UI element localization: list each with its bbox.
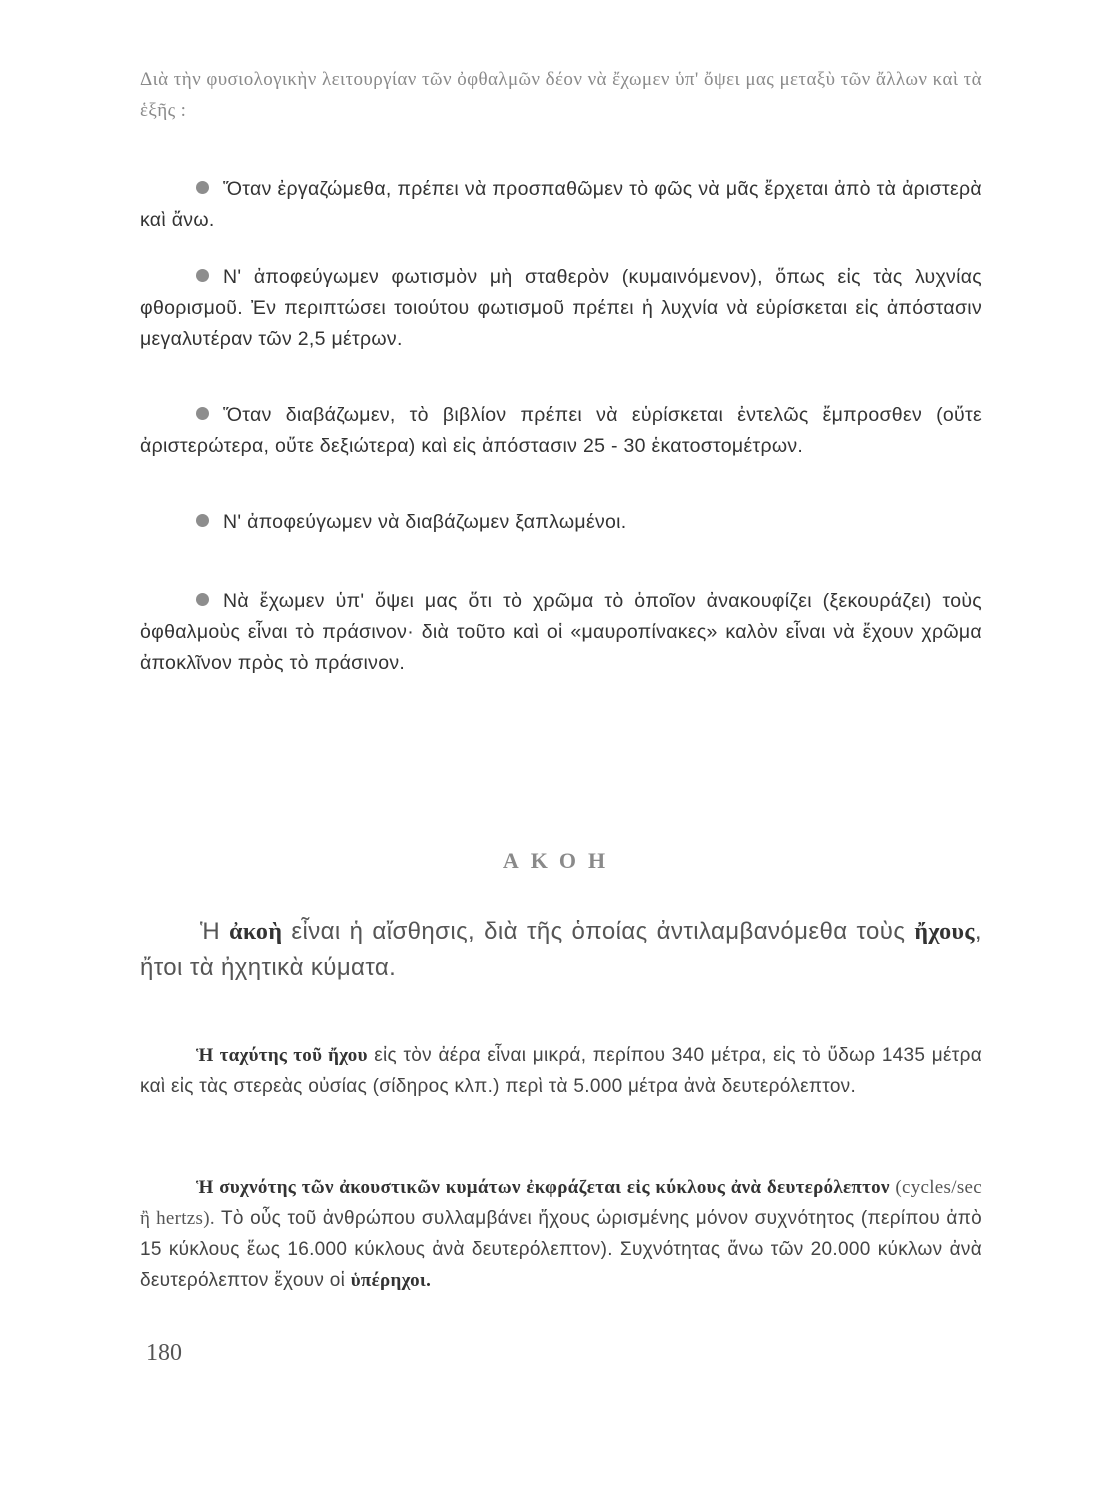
lead-text: , ἤτοι τὰ ἠχητικὰ κύματα. (140, 918, 982, 981)
bullet-item (140, 507, 982, 538)
bullet-dot-icon (196, 407, 209, 420)
speed-term: Ἡ ταχύτης τοῦ ἤχου (196, 1045, 368, 1066)
bullet-dot-icon (196, 593, 209, 606)
bullet-dot-icon (196, 181, 209, 194)
bullet-item (140, 400, 982, 462)
bullet-item (140, 174, 982, 236)
speed-paragraph (140, 1040, 982, 1102)
bullet-dot-icon (196, 514, 209, 527)
section-heading: ΑΚΟΗ (502, 848, 618, 873)
bullet-dot-icon (196, 269, 209, 282)
page-number: 180 (146, 1340, 182, 1366)
lead-term-sounds: ἤχους (914, 919, 975, 945)
bullet-item (140, 262, 982, 355)
bullet-text: Ν' ἀποφεύγωμεν φωτισμὸν μὴ σταθερὸν (κυμαινόμενον), ὅπως εἰς τὰς λυχνίας φθορισμοῦ. Ἐν περιπτώσει τοιούτου φωτισμοῦ πρέπει ἡ λυχνία νὰ εὑρίσκεται εἰς ἀπόστασιν μεγαλυτέραν τῶν 2,5 μέτρων. (140, 266, 982, 350)
bullet-text: Νὰ ἔχωμεν ὑπ' ὄψει μας ὅτι τὸ χρῶμα τὸ ὁποῖον ἀνακουφίζει (ξεκουράζει) τοὺς ὀφθαλμοὺς εἶναι τὸ πράσινον· διὰ τοῦτο καὶ οἱ «μαυροπίνακες» καλὸν εἶναι νὰ ἔχουν χρῶμα ἀποκλῖνον πρὸς τὸ πράσινον. (140, 590, 982, 674)
lead-paragraph (140, 914, 982, 986)
frequency-units: (cycles/sec ἢ hertzs). (140, 1177, 982, 1229)
bullet-text: Ὅταν ἐργαζώμεθα, πρέπει νὰ προσπαθῶμεν τὸ φῶς νὰ μᾶς ἔρχεται ἀπὸ τὰ ἀριστερὰ καὶ ἄνω. (140, 178, 982, 231)
frequency-term: Ἡ συχνότης τῶν ἀκουστικῶν κυμάτων ἐκφράζεται εἰς κύκλους ἀνὰ δευτερόλεπτον (196, 1177, 890, 1198)
frequency-paragraph (140, 1172, 982, 1296)
bullet-item (140, 586, 982, 679)
lead-text: Ἡ (200, 918, 230, 945)
bullet-text: Ὅταν διαβάζωμεν, τὸ βιβλίον πρέπει νὰ εὑρίσκεται ἐντελῶς ἔμπροσθεν (οὔτε ἀριστερώτερα, οὔτε δεξιώτερα) καὶ εἰς ἀπόστασιν 25 - 30 ἑκατοστομέτρων. (140, 404, 982, 457)
intro-paragraph: Διὰ τὴν φυσιολογικὴν λειτουργίαν τῶν ὀφθαλμῶν δέον νὰ ἔχωμεν ὑπ' ὄψει μας μεταξὺ τῶν ἄλλων καὶ τὰ ἑξῆς : (140, 69, 982, 121)
speed-text: εἰς τὸν ἀέρα εἶναι μικρά, περίπου 340 μέτρα, εἰς τὸ ὕδωρ 1435 μέτρα καὶ εἰς τὰς στερεὰς οὐσίας (σίδηρος κλπ.) περὶ τὰ 5.000 μέτρα ἀνὰ δευτερόλεπτον. (140, 1045, 982, 1097)
bullet-text: Ν' ἀποφεύγωμεν νὰ διαβάζωμεν ξαπλωμένοι. (223, 511, 627, 533)
frequency-text: Τὸ οὖς τοῦ ἀνθρώπου συλλαμβάνει ἤχους ὡρισμένης μόνον συχνότητος (περίπου ἀπὸ 15 κύκλους ἕως 16.000 κύκλους ἀνὰ δευτερόλεπτον). Συχνότητας ἄνω τῶν 20.000 κύκλων ἀνὰ δευτερόλεπτον ἔχουν οἱ (140, 1208, 982, 1291)
frequency-end: . (426, 1270, 432, 1291)
frequency-term-ultrasound: ὑπέρηχοι (350, 1270, 427, 1291)
lead-text: εἶναι ἡ αἴσθησις, διὰ τῆς ὁποίας ἀντιλαμβανόμεθα τοὺς (282, 918, 915, 945)
lead-term-hearing: ἀκοὴ (229, 919, 283, 945)
